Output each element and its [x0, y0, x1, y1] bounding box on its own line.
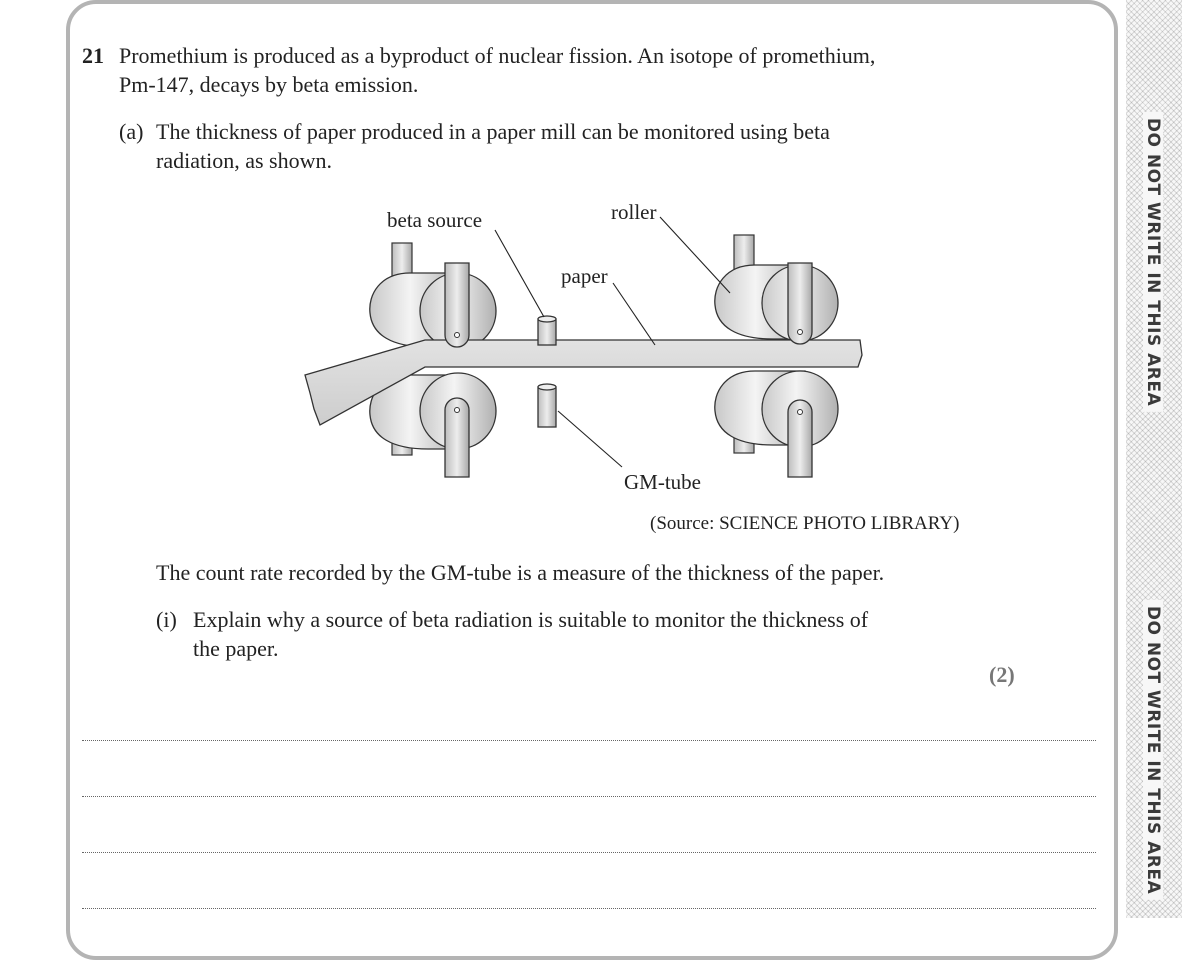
part-a-line1: The thickness of paper produced in a paper mill can be monitored using beta: [156, 119, 830, 144]
question-number: 21: [82, 43, 104, 68]
answer-line-2[interactable]: [82, 796, 1096, 797]
label-beta-source: beta source: [387, 208, 483, 232]
paper-mill-diagram: [300, 195, 870, 495]
part-i-line1: Explain why a source of beta radiation is suitable to monitor the thickness of: [193, 607, 869, 632]
paper-mill-illustration: [300, 195, 870, 490]
label-gm-tube: GM-tube: [624, 470, 701, 494]
left-front-shafts: [445, 263, 469, 477]
label-roller: roller: [611, 200, 657, 224]
part-i-line2: the paper.: [193, 636, 279, 661]
gm-tube-cylinder: [538, 384, 556, 427]
part-a-line2: radiation, as shown.: [156, 148, 332, 173]
count-rate-statement: The count rate recorded by the GM-tube is a measure of the thickness of the paper.: [156, 560, 885, 585]
source-credit: (Source: SCIENCE PHOTO LIBRARY): [650, 513, 960, 534]
question-intro-line2: Pm-147, decays by beta emission.: [119, 72, 419, 97]
part-a-label: (a): [119, 119, 144, 144]
answer-line-1[interactable]: [82, 740, 1096, 741]
right-front-shafts: [788, 263, 812, 477]
left-upper-roller: [370, 273, 496, 349]
right-upper-roller: [715, 265, 838, 341]
margin-warning-bottom: DO NOT WRITE IN THIS AREA: [1143, 600, 1163, 900]
answer-line-3[interactable]: [82, 852, 1096, 853]
answer-line-4[interactable]: [82, 908, 1096, 909]
beta-source-cylinder: [538, 316, 556, 345]
label-paper: paper: [561, 264, 608, 288]
right-lower-roller: [715, 371, 838, 447]
part-i-label: (i): [156, 607, 177, 632]
question-intro-line1: Promethium is produced as a byproduct of nuclear fission. An isotope of promethium,: [119, 43, 876, 68]
margin-warning-top: DO NOT WRITE IN THIS AREA: [1143, 112, 1163, 412]
marks-indicator: (2): [989, 662, 1015, 687]
